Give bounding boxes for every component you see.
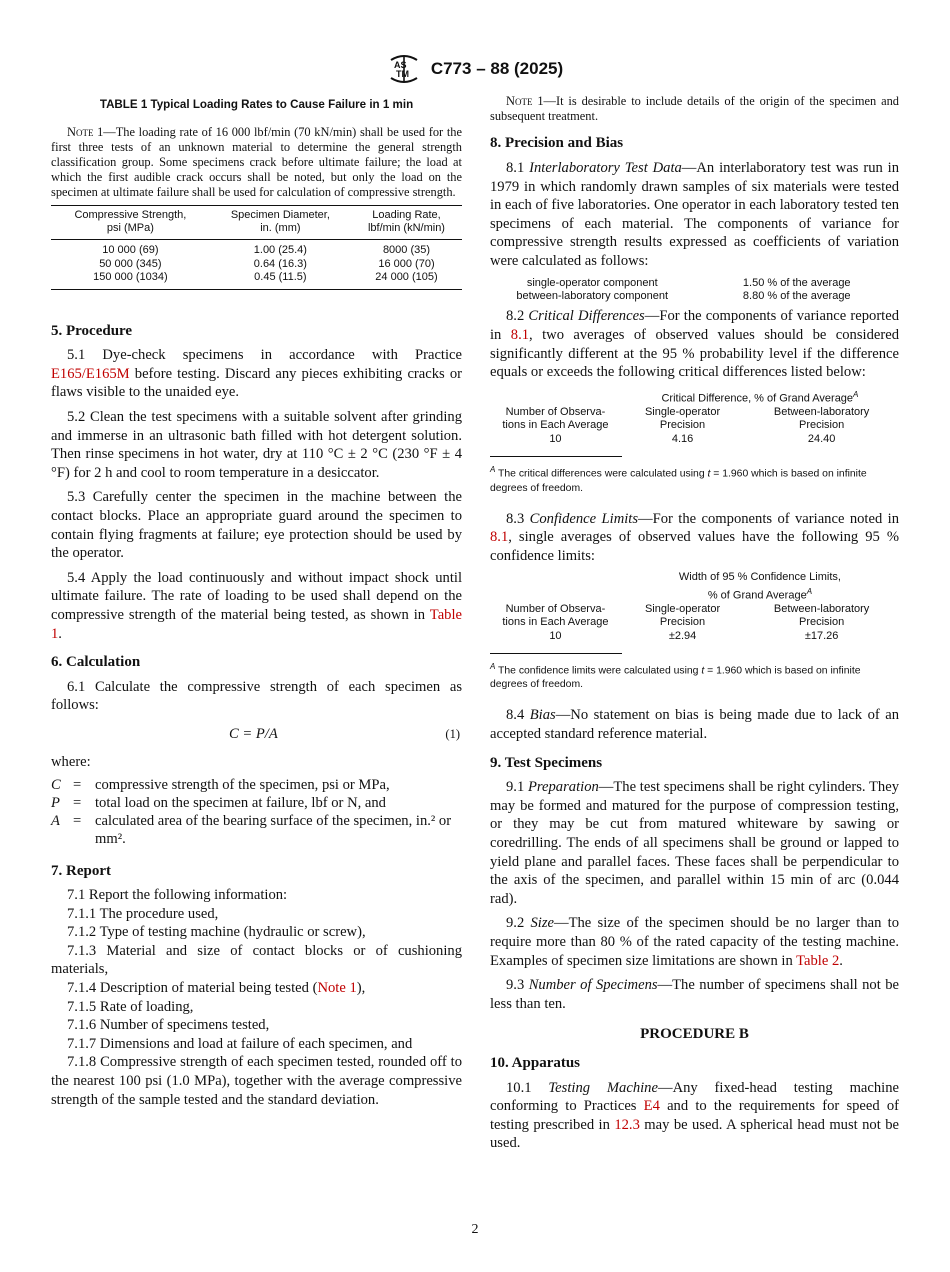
svg-text:TM: TM <box>395 69 409 79</box>
table1-note <box>51 125 462 201</box>
table-span-header: Width of 95 % Confidence Limits, % of Grand Average$^A$ <box>678 571 841 602</box>
table-cell: 8.80 % of the average <box>742 289 851 302</box>
link-table1[interactable]: Table 1 <box>51 606 462 642</box>
para-5-2: 5.2 Clean the test specimens with a suitable solvent after grinding and immerse in an ultrasonic bath filled with hot detergent solution. Then rinse specimens in hot water, dry at 110 °C ± 2 °C (230 °F ± 4 °F) for 2 h and cool to room temperature in a desiccator. <box>51 409 462 481</box>
table-header: Single-operator Precision <box>644 602 721 629</box>
table-header: Between-laboratory Precision <box>773 602 870 629</box>
list-item: 7.1 Report the following information: <box>67 887 288 904</box>
table-header: Number of Observa- tions in Each Average <box>502 405 609 432</box>
note-1: Note 1—It is desirable to include details of the origin of the specimen and subsequent treatment. <box>490 94 899 124</box>
table-cell: single-operator component <box>526 276 658 289</box>
definition-row: A = calculated area of the bearing surface of the specimen, in.² or mm². <box>51 812 452 847</box>
table-row <box>51 258 462 271</box>
para-8-2: 8.2 Critical Differences—For the components of variance reported in 8.1, two averages of observed values should be considered significantly different at the 95 % probability level if the difference equals or exceeds the following critical differences listed below: <box>490 308 900 381</box>
definition-row: P = total load on the specimen at failure, lbf or N, and <box>51 794 386 811</box>
section8-heading: 8. Precision and Bias <box>490 135 624 152</box>
table-row <box>490 277 899 290</box>
list-item: 7.1.7 Dimensions and load at failure of each specimen, and <box>67 1035 413 1052</box>
para-5-4: 5.4 Apply the load continuously and without impact shock until ultimate failure. The rate of loading to be used shall depend on the compressive strength of the material being tested, as shown in Table 1. <box>51 569 462 642</box>
confidence-limits-table <box>490 571 899 643</box>
link-8-1[interactable]: 8.1 <box>510 326 530 343</box>
footnote-rule <box>490 653 622 654</box>
table-cell: 10 <box>549 629 562 642</box>
section6-heading: 6. Calculation <box>51 654 141 671</box>
footnote-confidence: $^A$ The confidence limits were calculated using t = 1.960 which is based on infinite degrees of freedom. <box>490 661 861 691</box>
table-cell: 10 000 (69) <box>102 244 159 257</box>
section5-heading: 5. Procedure <box>51 322 133 339</box>
procedure-b-heading: PROCEDURE B <box>640 1026 749 1043</box>
table1-header-strength: Compressive Strength, psi (MPa) <box>51 205 210 240</box>
link-e4[interactable]: E4 <box>643 1098 660 1115</box>
list-item: 7.1.4 Description of material being tested (Note 1), <box>67 980 366 997</box>
table-cell: between-laboratory component <box>516 289 669 302</box>
link-e165[interactable]: E165/E165M <box>51 365 130 382</box>
para-8-4: 8.4 Bias—No statement on bias is being made due to lack of an accepted standard reference material. <box>490 707 900 743</box>
para-8-1: 8.1 Interlaboratory Test Data—An interlaboratory test was run in 1979 in which randomly drawn samples of six materials were tested in each of five laboratories. One operator in each laboratory tested ten specimens of each material. The components of variance for compressive strength results expressed as coefficients of variation were calculated as follows: <box>490 160 899 269</box>
para-9-2: 9.2 Size—The size of the specimen should be no larger than to require more than 80 % of the rated capacity of the testing machine. Examples of specimen size limitations are shown in Table 2. <box>490 915 899 969</box>
para-8-3: 8.3 Confidence Limits—For the components of variance noted in 8.1, single averages of observed values have the following 95 % confidence limits: <box>490 510 900 564</box>
link-table2[interactable]: Table 2 <box>796 952 840 969</box>
para-9-3: 9.3 Number of Specimens—The number of specimens shall not be less than ten. <box>490 977 899 1012</box>
section9-heading: 9. Test Specimens <box>490 754 603 771</box>
list-item: 7.1.1 The procedure used, <box>67 905 219 922</box>
table-cell: 1.50 % of the average <box>742 276 851 289</box>
equation-1 <box>51 721 462 747</box>
table1-header-diameter: Specimen Diameter, in. (mm) <box>210 205 351 240</box>
table-span-header: Critical Difference, % of Grand Average$^A$ <box>661 389 859 405</box>
link-8-1[interactable]: 8.1 <box>490 529 509 546</box>
table-row <box>51 271 462 289</box>
table-row <box>490 433 899 446</box>
table-cell: 1.00 (25.4) <box>253 244 307 257</box>
svg-text:AS: AS <box>393 60 407 70</box>
table-cell: 150 000 (1034) <box>93 271 168 284</box>
variable-definitions <box>51 776 462 848</box>
table-cell: 50 000 (345) <box>99 257 162 270</box>
list-item: 7.1.5 Rate of loading, <box>67 998 194 1015</box>
definition-row: C = compressive strength of the specimen, psi or MPa, <box>51 776 390 793</box>
table-header: Single-operator Precision <box>644 405 721 432</box>
equation-text: C = P/A <box>229 725 278 742</box>
table-cell: ±17.26 <box>804 629 839 642</box>
note-text: 1—The loading rate of 16 000 lbf/min (70 kN/min) shall be used for the first three tests of an unknown material to determine the general strength classification group. Some specimens crack before ultimate failure; the load at which the first audible crack occurs shall be noted, but only the load on the specimen at ultimate failure shall be used for calculation of compressive strength. <box>51 124 462 200</box>
table-cell: 24 000 (105) <box>375 271 438 284</box>
para-6-1: 6.1 Calculate the compressive strength of each specimen as follows: <box>51 678 462 714</box>
footnote-rule <box>490 456 622 457</box>
table-header: Number of Observa- tions in Each Average <box>502 602 609 629</box>
list-item: 7.1.3 Material and size of contact blocks or of cushioning materials, <box>51 942 462 978</box>
table-row <box>51 240 462 258</box>
section7-heading: 7. Report <box>51 862 111 879</box>
para-5-1: 5.1 Dye-check specimens in accordance with Practice E165/E165M before testing. Discard any pieces exhibiting cracks or flaws visible to the unaided eye. <box>51 347 462 401</box>
table1-title: TABLE 1 Typical Loading Rates to Cause Failure in 1 min <box>99 98 414 111</box>
list-item: 7.1.6 Number of specimens tested, <box>67 1017 270 1034</box>
equation-number: (1) <box>445 726 460 741</box>
footnote-critical: $^A$ The critical differences were calculated using t = 1.960 which is based on infinite degrees of freedom. <box>490 465 867 494</box>
table-cell: 24.40 <box>807 432 836 445</box>
table-cell: 0.45 (11.5) <box>254 271 307 284</box>
para-9-1: 9.1 Preparation—The test specimens shall be right cylinders. They may be formed and matured for the purpose of compression testing, or they may be cut from matured whiteware by sawing or coredrilling. The ends of all specimens shall be ground or lapped to yield plane and parallel faces. These faces shall be perpendicular to the axis of the specimen, and parallel within 15 min of arc (0.044 rad). <box>490 779 899 907</box>
link-note1[interactable]: Note 1 <box>317 980 357 997</box>
para-10-1: 10.1 Testing Machine—Any fixed-head testing machine conforming to Practices E4 and to the requirements for speed of testing prescribed in 12.3 may be used. A spherical head must not be used. <box>490 1079 900 1152</box>
table-row <box>490 290 899 303</box>
astm-logo-icon <box>387 54 421 84</box>
note-label: Note <box>67 124 94 139</box>
where-label: where: <box>51 753 91 770</box>
page-header <box>0 54 950 84</box>
para-5-3: 5.3 Carefully center the specimen in the machine between the contact blocks. Place an appropriate guard around the specimen to contain flying fragments at failure; eye protection should be used by the operator. <box>51 489 462 562</box>
table-cell: 0.64 (16.3) <box>253 257 307 270</box>
table-header: Between-laboratory Precision <box>773 405 870 432</box>
table-cell: 16 000 (70) <box>378 257 435 270</box>
table-cell: ±2.94 <box>668 629 697 642</box>
table1-header-rate: Loading Rate, lbf/min (kN/min) <box>351 205 462 240</box>
list-item: 7.1.8 Compressive strength of each specimen tested, rounded off to the nearest 100 psi (1.0 MPa), together with the average compressive strength of the sample tested and the standard deviation. <box>51 1054 462 1108</box>
list-item: 7.1.2 Type of testing machine (hydraulic or screw), <box>67 924 366 941</box>
table-row <box>490 630 899 643</box>
link-12-3[interactable]: 12.3 <box>614 1116 640 1133</box>
left-column <box>51 92 462 1109</box>
page-number: 2 <box>471 1222 479 1237</box>
table-cell: 4.16 <box>671 432 694 445</box>
table-cell: 10 <box>549 432 562 445</box>
section10-heading: 10. Apparatus <box>490 1054 581 1071</box>
standard-designation: C773 – 88 (2025) <box>430 59 564 78</box>
table1 <box>51 205 462 290</box>
right-column <box>490 92 899 1159</box>
table-cell: 8000 (35) <box>382 244 431 257</box>
critical-differences-table <box>490 388 899 446</box>
variance-components-table <box>490 277 899 304</box>
